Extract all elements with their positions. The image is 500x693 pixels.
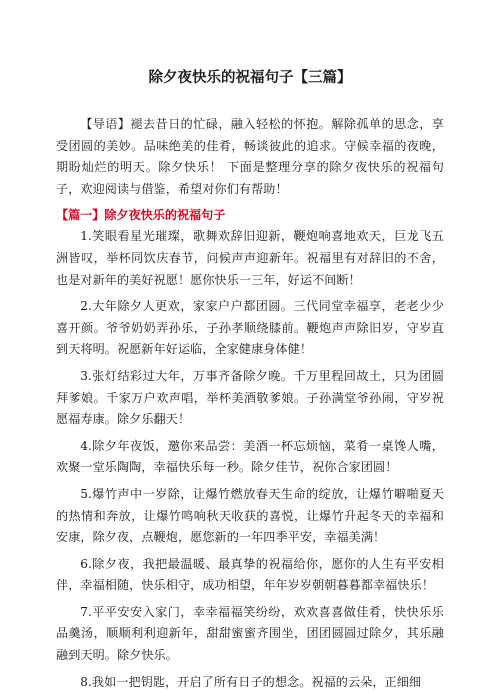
list-item: 3.张灯结彩过大年，万事齐备除夕晚。千万里程回故土，只为团圆拜爹娘。千家万户欢声唱，举杯美酒敬爹娘。子孙满堂爷孙闹，守岁祝愿福寿康。除夕乐翻天！ [56,368,444,427]
section-tag: 【篇一】 [56,208,105,223]
section-heading [56,205,444,225]
list-item: 2.大年除夕人更欢，家家户户都团圆。三代同堂幸福享，老老少少喜开颜。爷爷奶奶弄孙乐，子孙孝顺绕膝前。鞭炮声声除旧岁，守岁直到天将明。祝愿新年好运临，全家健康身体健！ [56,299,444,357]
article-body [56,114,444,693]
page-title: 除夕夜快乐的祝福句子【三篇】 [148,70,352,86]
list-item: 1.笑眼看星光璀璨，歌舞欢辞旧迎新，鞭炮响喜地欢天，巨龙飞五洲皆叹，举杯同饮庆春节，问候声声迎新年。祝福里有对辞旧的不舍，也是对新年的美好祝愿！愿你快乐一三年，好运不间断！ [56,229,444,287]
list-item: 6.除夕夜，我把最温暖、最真挚的祝福给你，愿你的人生有平安相伴，幸福相随，快乐相守，成功相望，年年岁岁朝朝暮暮都幸福快乐！ [56,556,444,593]
document-page [56,0,444,689]
list-item: 8.我如一把钥匙，开启了所有日子的想念。祝福的云朵，正细细 [80,674,422,689]
section-label: 除夕夜快乐的祝福句子 [104,208,226,223]
list-item: 7.平平安安入家门，幸幸福福笑纷纷，欢欢喜喜做佳肴，快快乐乐品羹汤，顺顺利利迎新年，甜甜蜜蜜齐围坐，团团圆圆过除夕，其乐融融到天明。除夕快乐。 [56,604,444,663]
list-item: 5.爆竹声中一岁除，让爆竹燃放春天生命的绽放，让爆竹噼啪夏天的热情和奔放，让爆竹鸣响秋天收获的喜悦，让爆竹升起冬天的幸福和安康，除夕夜，点鞭炮，愿您新的一年四季平安，幸福美满！ [56,486,444,545]
intro-paragraph: 【导语】褪去昔日的忙碌，融入轻松的怀抱。解除孤单的思念，享受团圆的美妙。品味绝美的佳肴，畅谈彼此的追求。守候幸福的夜晚，期盼灿烂的明天。除夕快乐！ 下面是整理分享的除夕夜快乐的祝福句子，欢迎阅读与借鉴，希望对你们有帮助！ [56,117,444,196]
list-item: 4.除夕年夜饭，邀你来品尝：美酒一杯忘烦恼，菜肴一桌馋人嘴，欢聚一堂乐陶陶，幸福快乐每一秒。除夕佳节，祝你合家团圆！ [56,438,444,475]
